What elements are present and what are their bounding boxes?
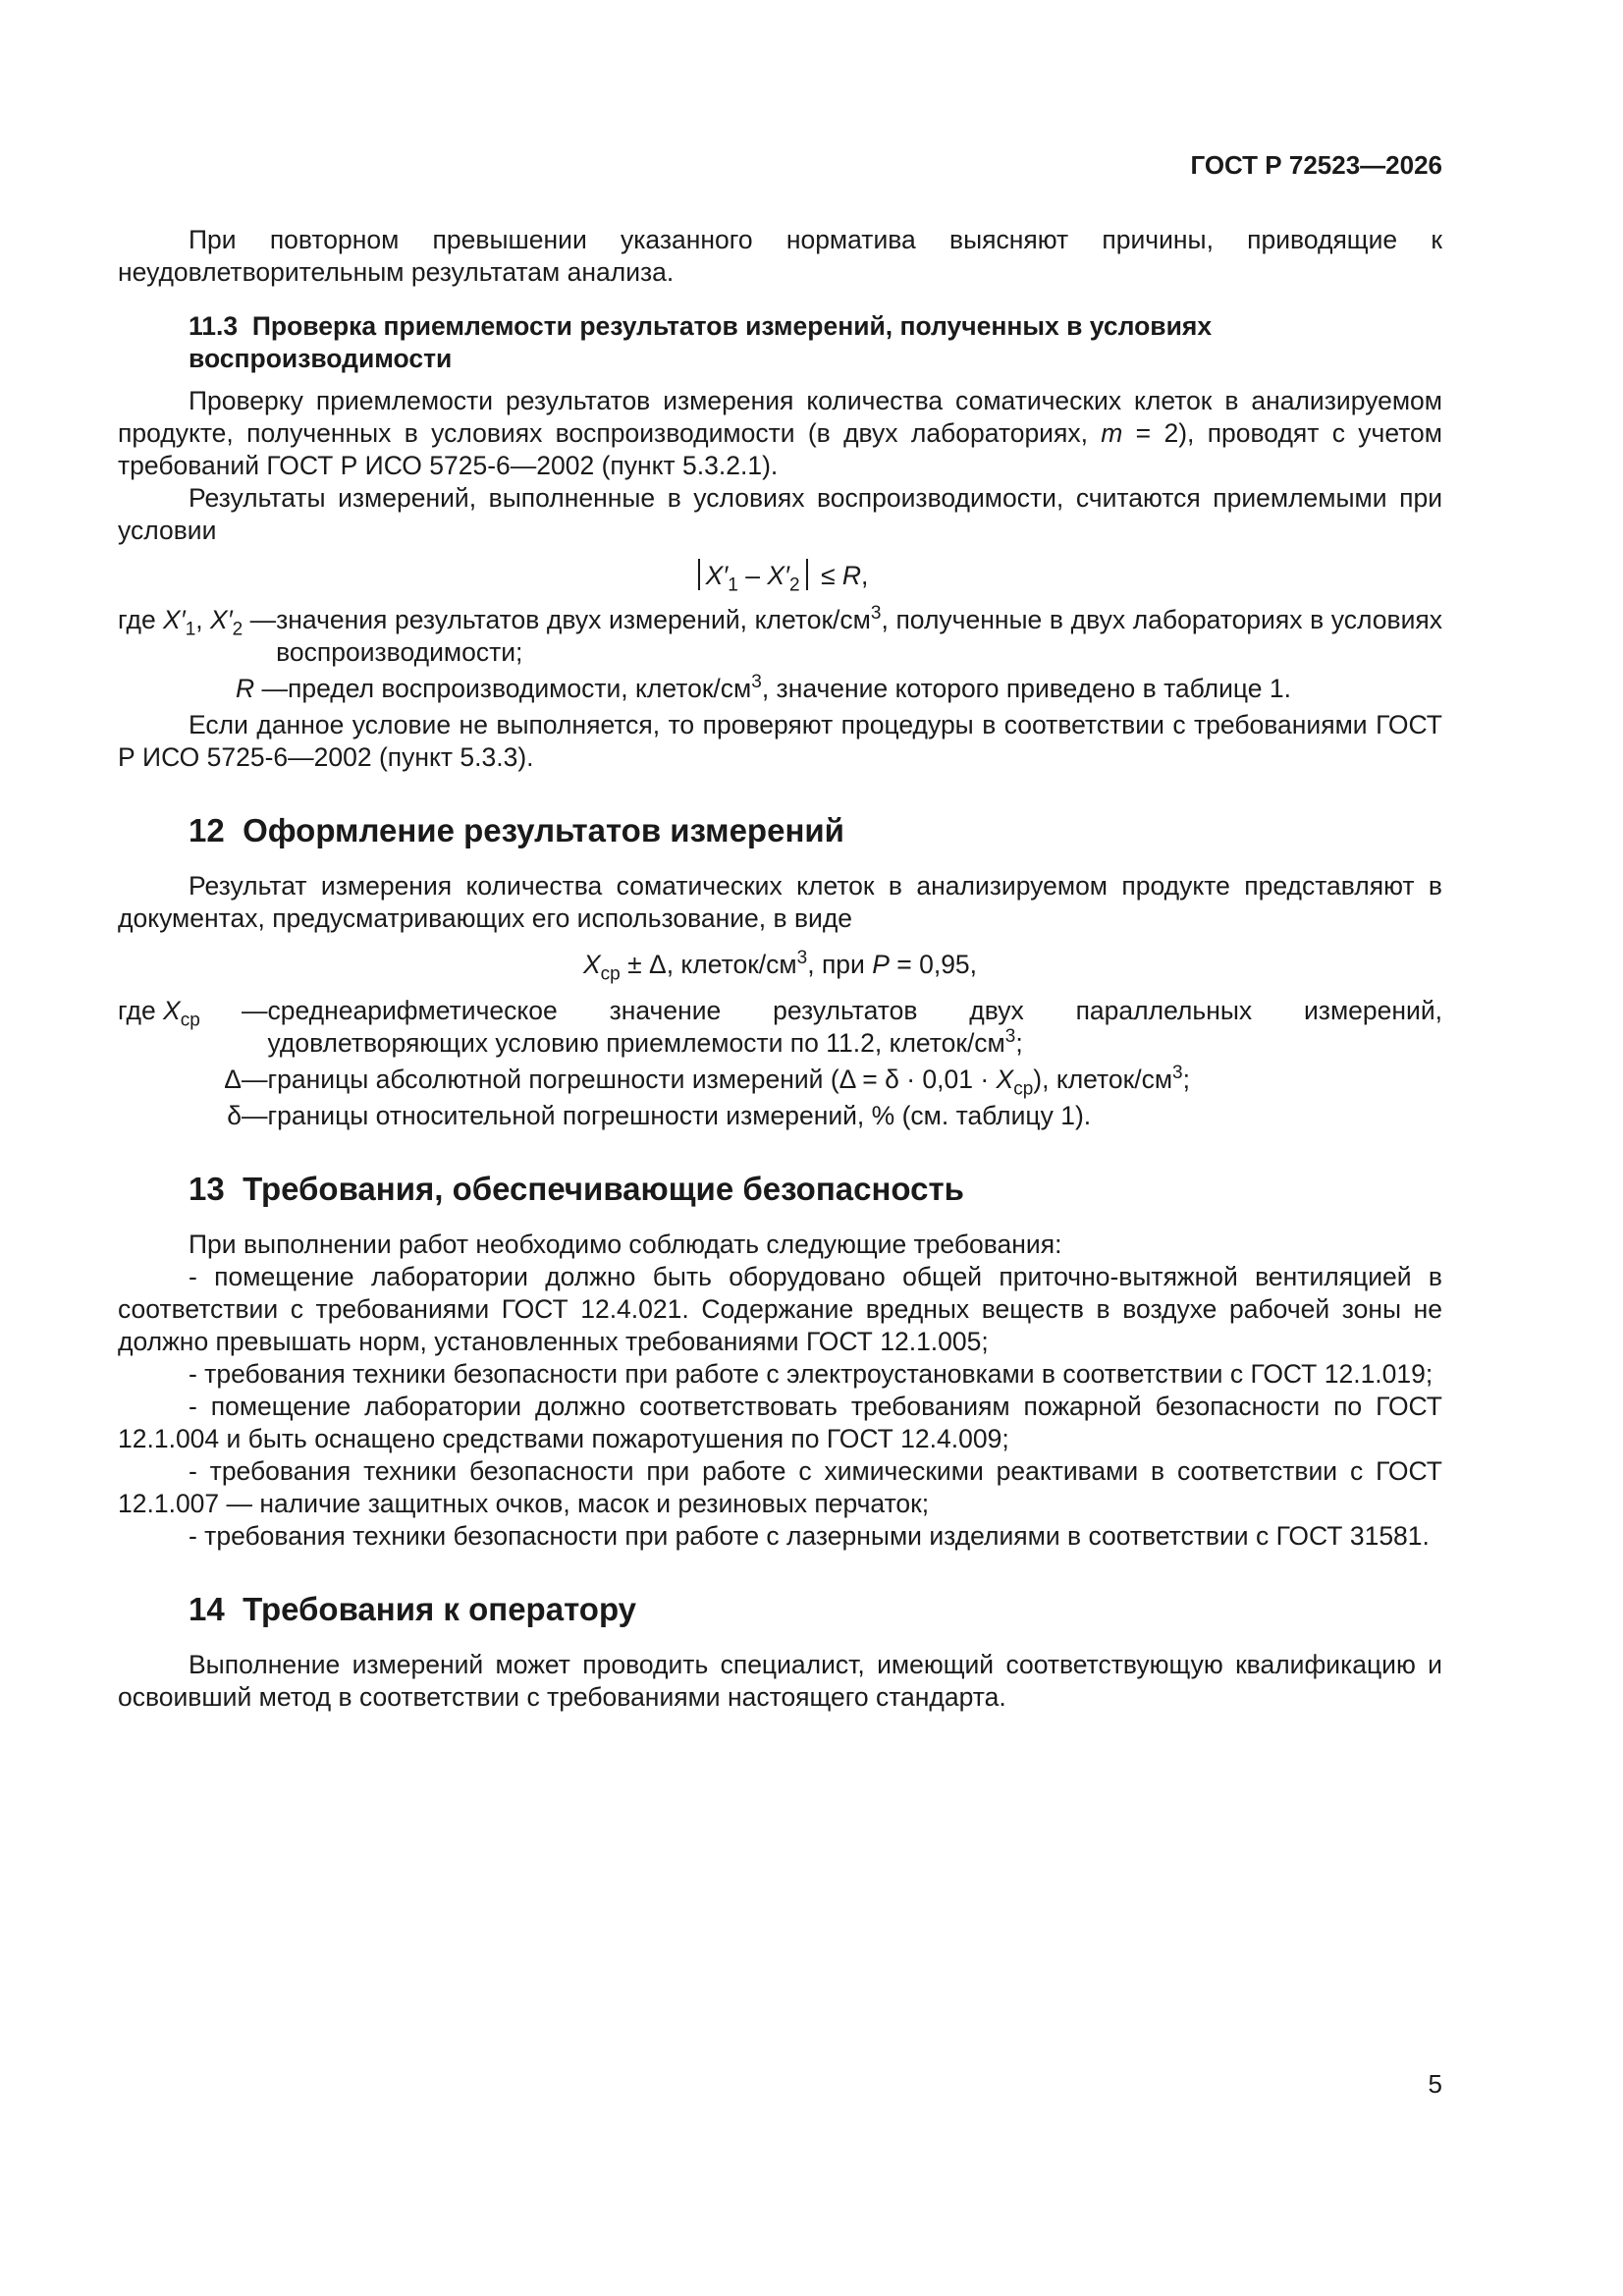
paragraph-11-3-2: Результаты измерений, выполненные в условиях воспроизводимости, считаются приемлемыми при условии bbox=[118, 483, 1442, 545]
page-number: 5 bbox=[1428, 2069, 1442, 2099]
list-item: - требования техники безопасности при работе с лазерными изделиями в соответствии с ГОСТ 31581. bbox=[189, 1521, 1430, 1551]
section-11-3-heading bbox=[118, 310, 1442, 375]
list-item: - требования техники безопасности при работе с электроустановками в соответствии с ГОСТ 12.1.019; bbox=[189, 1359, 1434, 1389]
section-number: 12 bbox=[189, 812, 225, 848]
paragraph-13-1: При выполнении работ необходимо соблюдать следующие требования: bbox=[189, 1230, 1062, 1259]
paragraph-intro: При повторном превышении указанного норматива выясняют причины, приводящие к неудовлетворительным результатам анализа. bbox=[118, 225, 1442, 287]
section-title: Требования, обеспечивающие безопасность bbox=[243, 1171, 964, 1207]
abs-bar-right bbox=[806, 559, 808, 590]
section-number: 14 bbox=[189, 1591, 225, 1627]
paragraph-11-3-1: Проверку приемлемости результатов измерения количества соматических клеток в анализируемом продукте, полученных в условиях воспроизводимости (в двух лабораториях, m = 2), проводят с учетом требований ГОСТ Р ИСО 5725-6—2002 (пункт 5.3.2.1). bbox=[118, 386, 1443, 480]
definition-r: R — предел воспроизводимости, клеток/$см^3$, значение которого приведено в таблице 1. bbox=[236, 672, 1291, 703]
list-item: - помещение лаборатории должно соответствовать требованиям пожарной безопасности по ГОСТ 12.1.004 и быть оснащено средствами пожаротушения по ГОСТ 12.4.009; bbox=[118, 1392, 1442, 1453]
section-number: 11.3 bbox=[189, 311, 239, 341]
page-content bbox=[118, 224, 1442, 1714]
section-number: 13 bbox=[189, 1171, 225, 1207]
section-14-heading bbox=[189, 1590, 1442, 1629]
abs-bar-left bbox=[698, 559, 700, 590]
definition-small-delta: δ — границы относительной погрешности измерений, % (см. таблицу 1). bbox=[227, 1101, 1092, 1130]
definition-xcp: где $X_{ср}$ — среднеарифметическое значение результатов двух параллельных измерений, удовлетворяющих условию приемлемости по 11.2, клеток/$см^3$; bbox=[118, 996, 1442, 1058]
definition-delta: Δ — границы абсолютной погрешности измерений $(\Delta = \delta \cdot 0,01 \cdot X_{ср})$, клеток/$см^3$; bbox=[224, 1063, 1190, 1100]
list-item: - помещение лаборатории должно быть оборудовано общей приточно-вытяжной вентиляцией в соответствии с требованиями ГОСТ 12.4.021. Содержание вредных веществ в воздухе рабочей зоны не должно превышать норм, установленных требованиями ГОСТ 12.1.005; bbox=[118, 1262, 1442, 1356]
list-item: - требования техники безопасности при работе с химическими реактивами в соответствии с ГОСТ 12.1.007 — наличие защитных очков, масок и резиновых перчаток; bbox=[118, 1456, 1442, 1518]
definition-x1-x2: где $X'_1$, $X'_2$ — значения результатов двух измерений, клеток/$см^3$, полученные в двух лабораториях в условиях воспроизводимости; bbox=[118, 603, 1442, 667]
paragraph-12-1: Результат измерения количества соматических клеток в анализируемом продукте представляют в документах, предусматривающих его использование, в виде bbox=[118, 871, 1442, 933]
section-title: Требования к оператору bbox=[243, 1591, 637, 1627]
paragraph-11-3-3: Если данное условие не выполняется, то проверяют процедуры в соответствии с требованиями ГОСТ Р ИСО 5725-6—2002 (пункт 5.3.3). bbox=[118, 710, 1442, 772]
paragraph-14-1: Выполнение измерений может проводить специалист, имеющий соответствующую квалификацию и освоивший метод в соответствии с требованиями настоящего стандарта. bbox=[118, 1650, 1442, 1712]
document-header: ГОСТ Р 72523—2026 bbox=[1190, 150, 1442, 180]
formula-result: $X_{ср} \pm \Delta$, клеток/$см^3$, при P = 0,95, bbox=[582, 948, 978, 985]
section-13-heading bbox=[189, 1170, 1442, 1209]
section-title-line2: воспроизводимости bbox=[189, 344, 453, 373]
section-title: Оформление результатов измерений bbox=[243, 812, 844, 848]
section-12-heading bbox=[189, 811, 1442, 850]
formula-reproducibility: $X'_1 - X'_2 \le R$, bbox=[118, 559, 1442, 592]
section-title-line1: Проверка приемлемости результатов измерений, полученных в условиях bbox=[251, 311, 1213, 341]
